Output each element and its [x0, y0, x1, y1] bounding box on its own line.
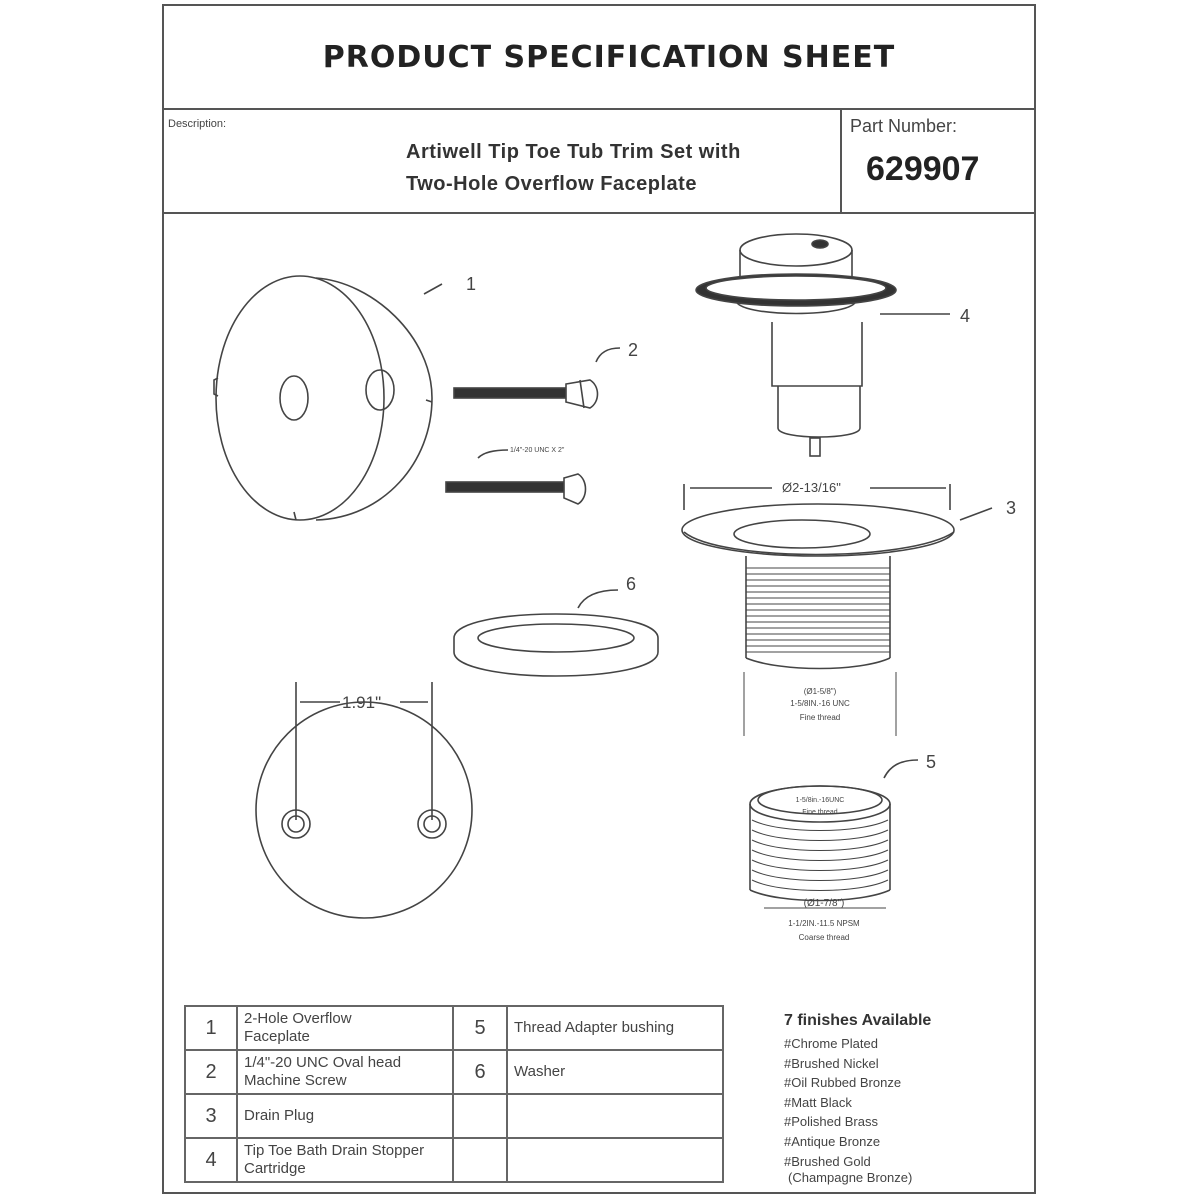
bushing-drawing	[750, 760, 918, 908]
part-name-cell	[237, 1138, 453, 1182]
finish-item: #Antique Bronze	[784, 1133, 881, 1149]
table-row	[185, 1006, 723, 1050]
table-row	[185, 1094, 723, 1138]
part-number-cell: 3	[185, 1094, 237, 1138]
page-title: PRODUCT SPECIFICATION SHEET	[322, 39, 896, 75]
description-line-1: Artiwell Tip Toe Tub Trim Set with	[406, 141, 741, 163]
callout-5: 5	[926, 752, 937, 772]
callout-1: 1	[466, 274, 477, 294]
finish-note: (Champagne Bronze)	[788, 1170, 913, 1186]
part-number-cell: 5	[453, 1006, 507, 1050]
part-name-cell	[507, 1138, 723, 1182]
finish-item: #Brushed Gold	[784, 1153, 871, 1169]
callout-2: 2	[628, 340, 639, 360]
bushing-inner-dim-1: 1-5/8in.-16UNC	[795, 797, 845, 804]
finish-item: #Chrome Plated	[784, 1036, 878, 1051]
part-name-line: Tip Toe Bath Drain Stopper	[244, 1142, 425, 1159]
callout-3: 3	[1006, 498, 1017, 518]
part-number-cell	[453, 1094, 507, 1138]
description-line-2: Two-Hole Overflow Faceplate	[406, 173, 697, 195]
part-name-line: Faceplate	[244, 1028, 310, 1045]
bushing-outer-dim-1: (Ø1-7/8")	[803, 898, 845, 909]
part-number-cell: 2	[185, 1050, 237, 1094]
screw-drawing	[446, 348, 620, 504]
finishes-list	[784, 1012, 931, 1185]
part-number-cell: 4	[185, 1138, 237, 1182]
part-number-value: 629907	[866, 150, 980, 188]
stopper-drawing	[696, 234, 950, 456]
finish-item: #Oil Rubbed Bronze	[784, 1075, 902, 1091]
parts-table	[184, 1005, 724, 1183]
callout-6: 6	[626, 574, 637, 594]
description-label: Description:	[168, 118, 227, 130]
finish-item: #Matt Black	[784, 1094, 852, 1110]
part-number-cell: 1	[185, 1006, 237, 1050]
flange-diameter-label: Ø2-13/16"	[782, 480, 841, 495]
part-name-cell: Thread Adapter bushing	[507, 1006, 723, 1050]
part-number-cell: 6	[453, 1050, 507, 1094]
part-name-line: 1/4"-20 UNC Oval head	[244, 1054, 402, 1071]
part-name-line: 2-Hole Overflow	[244, 1010, 352, 1027]
bushing-outer-dim-2: 1-1/2IN.-11.5 NPSM	[788, 919, 860, 928]
part-number-cell	[453, 1138, 507, 1182]
hole-spacing-label: 1.91"	[342, 693, 382, 712]
washer-drawing	[454, 590, 658, 676]
part-name-cell	[237, 1006, 453, 1050]
part-name-cell: Drain Plug	[237, 1094, 453, 1138]
part-number-label: Part Number:	[850, 116, 958, 136]
drain-thread-dim-3: Fine thread	[799, 713, 841, 722]
bushing-inner-dim-2: Fine thread	[802, 809, 838, 816]
table-row	[185, 1050, 723, 1094]
callout-4: 4	[960, 306, 971, 326]
finish-item: #Polished Brass	[784, 1114, 878, 1130]
table-row	[185, 1138, 723, 1182]
part-name-line: Machine Screw	[244, 1072, 347, 1089]
part-name-cell: Washer	[507, 1050, 723, 1094]
part-name-line: Cartridge	[244, 1160, 306, 1177]
part-name-cell	[237, 1050, 453, 1094]
part-name-cell	[507, 1094, 723, 1138]
drain-thread-dim-2: 1-5/8IN.-16 UNC	[790, 699, 850, 708]
faceplate-front-drawing	[256, 682, 472, 918]
drain-thread-dim-1: (Ø1-5/8")	[803, 687, 837, 696]
finishes-title: 7 finishes Available	[784, 1012, 932, 1029]
finish-item: #Brushed Nickel	[784, 1055, 879, 1071]
bushing-outer-dim-3: Coarse thread	[798, 933, 850, 942]
faceplate-drawing	[214, 276, 442, 520]
screw-spec-label: 1/4"-20 UNC X 2"	[510, 447, 565, 454]
